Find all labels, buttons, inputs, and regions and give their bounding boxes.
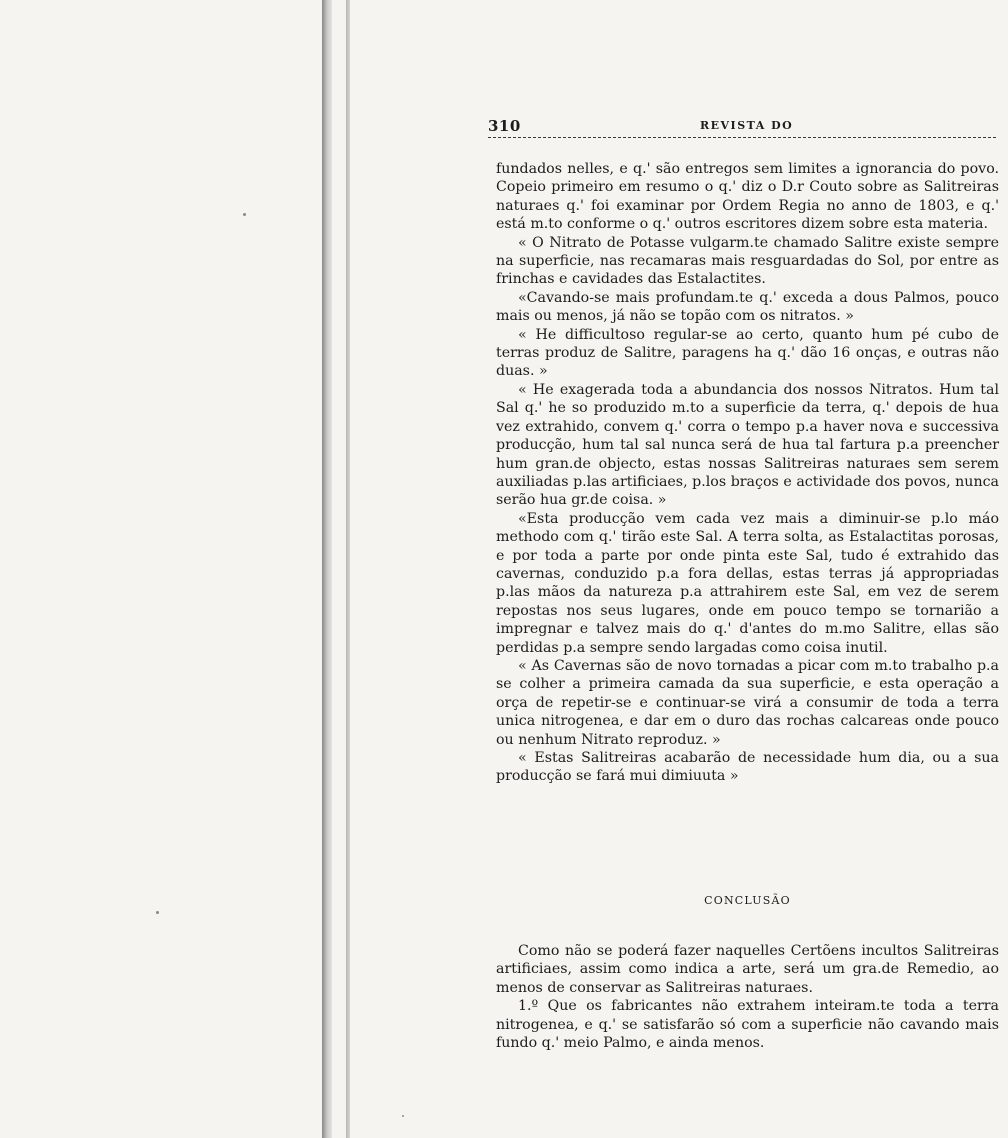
paper-speck	[156, 911, 159, 914]
paragraph: « He exagerada toda a abundancia dos nossos Nitratos. Hum tal Sal q.' he so produzido m.to a superficie da terra, q.' depois de hua vez extrahido, convem q.' corra o tempo p.a haver nova e successiva producção, hum tal sal nunca será de hua tal fartura p.a preencher hum gran.de objecto, estas nossas Salitreiras naturaes sem serem auxiliadas p.las artificiaes, p.los braços e actividade dos povos, nunca serão hua gr.de coisa. »	[496, 381, 999, 509]
paragraph: 1.º Que os fabricantes não extrahem inteiram.te toda a terra nitrogenea, e q.' se satisfarão só com a superficie não cavando mais fundo q.' meio Palmo, e ainda menos.	[496, 998, 999, 1052]
paragraph: Como não se poderá fazer naquelles Certõens incultos Salitreiras artificiaes, assim como indica a arte, será um gra.de Remedio, ao menos de conservar as Salitreiras naturaes.	[496, 943, 999, 996]
section-title: CONCLUSÃO	[704, 894, 791, 907]
paragraph: « Estas Salitreiras acabarão de necessidade hum dia, ou a sua producção se fará mui dimiuuta »	[496, 750, 999, 785]
page-header	[488, 117, 996, 138]
running-title: REVISTA DO	[700, 119, 794, 132]
binding-shadow	[322, 0, 332, 1138]
paragraph: «Esta producção vem cada vez mais a diminuir-se p.lo máo methodo com q.' tirão este Sal. A terra solta, as Estalactitas porosas, e por toda a parte por onde pinta este Sal, tudo é extrahido das cavernas, conduzido p.a fora dellas, estas terras já appropriadas p.las mãos da natureza p.a attrahirem este Sal, em vez de serem repostas nos seus lugares, onde em pouco tempo se tornarião a impregnar e talvez mais do q.' d'antes do m.mo Salitre, ellas são perdidas p.a sempre sendo largadas como coisa inutil.	[496, 510, 999, 656]
paper-speck	[243, 213, 246, 216]
paragraph: fundados nelles, e q.' são entregos sem limites a ignorancia do povo. Copeio primeiro em resumo o q.' diz o D.r Couto sobre as Salitreiras naturaes q.' foi examinar por Ordem Regia no anno de 1803, e q.' está m.to conforme o q.' outros escritores dizem sobre esta materia.	[496, 161, 999, 233]
paragraph: « He difficultoso regular-se ao certo, quanto hum pé cubo de terras produz de Salitre, paragens ha q.' dão 16 onças, e outras não duas. »	[496, 326, 999, 380]
body-text	[496, 160, 999, 786]
paragraph: «Cavando-se mais profundam.te q.' exceda a dous Palmos, pouco mais ou menos, já não se topão com os nitratos. »	[496, 289, 999, 325]
page-number: 310	[488, 117, 521, 135]
paragraph: « As Cavernas são de novo tornadas a picar com m.to trabalho p.a se colher a primeira camada da sua superficie, e esta operação a orça de repetir-se e continuar-se virá a consumir de toda a terra unica nitrogenea, e dar em o duro das rochas calcareas onde pouco ou nenhum Nitrato reproduz. »	[496, 657, 999, 748]
page-edge-line	[346, 0, 350, 1138]
conclusion-text	[496, 942, 999, 1052]
paragraph: « O Nitrato de Potasse vulgarm.te chamado Salitre existe sempre na superficie, nas recamaras mais resguardadas do Sol, por entre as frinchas e cavidades das Estalactites.	[496, 234, 999, 288]
paper-speck	[402, 1115, 404, 1117]
